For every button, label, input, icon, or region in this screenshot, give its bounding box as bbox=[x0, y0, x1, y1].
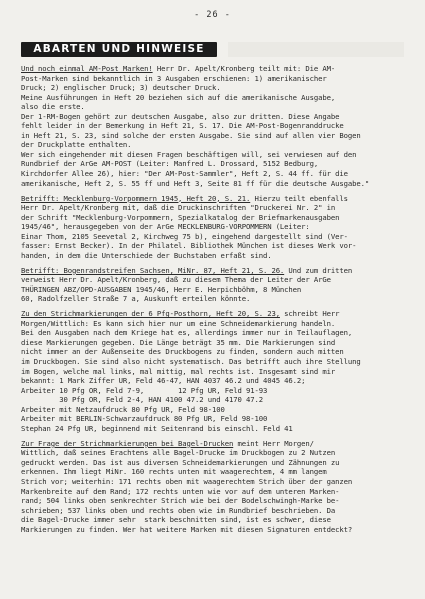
text-line: Zu den Strichmarkierungen der 6 Pfg-Posthorn, Heft 20, S. 23, schreibt Herr bbox=[21, 309, 340, 319]
text-line: Markierungen zu finden. Wer hat weitere Marken mit diesen Signaturen entdeckt? bbox=[21, 524, 353, 534]
text-line: Rundbrief der ArGe AM-POST (Leiter: Manfred L. Drossard, 5152 Bedburg, bbox=[21, 159, 319, 169]
text-line: bekannt: 1 Mark Ziffer UR, Feld 46-47, HAN 4037 46.2 und 4045 46.2; bbox=[21, 376, 306, 386]
paragraph-heading: Betrifft: Mecklenburg-Vorpommern 1945, Heft 20, S. 21. bbox=[21, 193, 251, 203]
text-line: 1945/46", herausgegeben von der ArGe MECKLENBURG-VORPOMMERN (Leiter: bbox=[21, 222, 310, 232]
text-line: fehlt leider in der Bemerkung in Heft 21, S. 17. Die AM-Post-Bogenranddrucke bbox=[21, 121, 344, 131]
text-line: Arbeiter mit BERLIN-Schwarzaufdruck 80 Pfg UR, Feld 98-100 bbox=[21, 414, 268, 424]
paragraph-sachsen bbox=[21, 266, 413, 304]
text-line: der Druckplatte enthalten. bbox=[21, 140, 132, 150]
text-line: Wer sich eingehender mit diesen Fragen beschäftigen will, sei verwiesen auf den bbox=[21, 149, 357, 159]
text-line: der Schrift "Mecklenburg-Vorpommern, Spezialkatalog der Briefmarkenausgaben bbox=[21, 212, 340, 222]
text-line: Stephan 24 Pfg UR, beginnend mit Seitenrand bis einschl. Feld 41 bbox=[21, 423, 293, 433]
text-line: 60, Radolfzeller Straße 7 a, Auskunft erteilen könnte. bbox=[21, 294, 251, 304]
text-line: Strich vor; weiterhin: 171 rechts oben mit waagerechtem Strich über der ganzen bbox=[21, 476, 353, 486]
text-line: handen, in dem die Unterschiede der Buchstaben erfaßt sind. bbox=[21, 250, 272, 260]
text-line: Bei den Ausgaben nach dem Kriege hat es, allerdings immer nur in Teilauflagen, bbox=[21, 328, 353, 338]
text-line: Betrifft: Mecklenburg-Vorpommern 1945, Heft 20, S. 21. Hierzu teilt ebenfalls bbox=[21, 193, 348, 203]
text-line: Und noch einmal AM-Post Marken! Herr Dr. Apelt/Kronberg teilt mit: Die AM- bbox=[21, 64, 336, 73]
text-line: schrieben; 537 links oben und rechts oben wie im Rundbrief beschrieben. Da bbox=[21, 505, 336, 515]
page-number: - 26 - bbox=[194, 10, 231, 20]
paragraph-am-post bbox=[21, 64, 413, 188]
paragraph-mecklenburg bbox=[21, 194, 413, 261]
paragraph-heading: Zu den Strichmarkierungen der 6 Pfg-Posthorn, Heft 20, S. 23, bbox=[21, 309, 280, 319]
paragraph-bagel-drucke bbox=[21, 439, 413, 534]
text-line: Druck; 2) englischer Druck; 3) deutscher Druck. bbox=[21, 83, 221, 93]
paragraph-heading: Betrifft: Bogenrandstreifen Sachsen, MiNr. 87, Heft 21, S. 26. bbox=[21, 265, 285, 275]
text-line: Kirchdorfer Allee 26), hier: "Der AM-Post-Sammler", Heft 2, S. 44 ff. für die bbox=[21, 169, 348, 179]
text-line: 30 Pfg OR, Feld 2-4, HAN 4100 47.2 und 4170 47.2 bbox=[21, 395, 263, 405]
text-line: erkennen. Ihm liegt MiNr. 160 rechts unten mit waagerechtem, 4 mm langem bbox=[21, 467, 327, 477]
text-line: Wittlich, daß seines Erachtens alle Bagel-Drucke im Druckbogen zu 2 Nutzen bbox=[21, 448, 336, 458]
text-line: diese Markierungen gegeben. Die Länge beträgt 35 mm. Die Markierungen sind bbox=[21, 337, 336, 347]
paragraph-heading: Und noch einmal AM-Post Marken! bbox=[21, 64, 153, 73]
text-line: verweist Herr Dr. Apelt/Kronberg, daß zu diesem Thema der Leiter der ArGe bbox=[21, 275, 331, 285]
text-line: Arbeiter 10 Pfg OR, Feld 7-9, 12 Pfg UR, Feld 91-93 bbox=[21, 385, 268, 395]
text-line: Morgen/Wittlich: Es kann sich hier nur um eine Schneidemarkierung handeln. bbox=[21, 318, 336, 328]
text-line: also die erste. bbox=[21, 102, 85, 112]
text-line: in Heft 21, S. 23, sind solche der ersten Ausgabe. Sie sind auf allen vier Bogen bbox=[21, 130, 361, 140]
text-line: Einar Thom, 2105 Seevetal 2, Kirchweg 75 b), eingehend dargestellt sind (Ver- bbox=[21, 231, 348, 241]
text-line: THÜRINGEN ABZ/OPD-AUSGABEN 1945/46, Herr E. Herpichböhm, 8 München bbox=[21, 284, 302, 294]
text-line: rand; 504 links oben senkrechter Strich wie bei der Bodelschwingh-Marke be- bbox=[21, 496, 340, 506]
text-line: gedruckt werden. Das ist aus diversen Schneidemarkierungen und Zähnungen zu bbox=[21, 457, 340, 467]
section-title-banner: ABARTEN UND HINWEISE bbox=[21, 42, 217, 57]
text-line: fasser: Ernst Becker). In der Philatel. Bibliothek München ist dieses Werk vor- bbox=[21, 241, 357, 251]
text-line: amerikanische, Heft 2, S. 55 ff und Heft 3, Seite 81 ff für die deutsche Ausgabe." bbox=[21, 178, 370, 188]
text-line: im Druckbogen. Sie sind also nicht systematisch. Das betrifft auch ihre Stellung bbox=[21, 357, 361, 367]
text-line: Zur Frage der Strichmarkierungen bei Bagel-Drucken meint Herr Morgen/ bbox=[21, 438, 314, 448]
text-line: im Bogen, welche mal links, mal mittig, mal rechts ist. Insgesamt sind mir bbox=[21, 366, 336, 376]
text-line: Meine Ausführungen in Heft 20 beziehen sich auf die amerikanische Ausgabe, bbox=[21, 92, 336, 102]
text-line: Herr Dr. Apelt/Kronberg mit, daß die Druckinschriften "Druckerei Nr. 2" in bbox=[21, 203, 336, 213]
text-line: Markenbreite auf dem Rand; 172 rechts unten wie vor auf dem unteren Marken- bbox=[21, 486, 340, 496]
text-line: Betrifft: Bogenrandstreifen Sachsen, MiNr. 87, Heft 21, S. 26. Und zum dritten bbox=[21, 265, 353, 275]
text-line: Post-Marken sind bekanntlich in 3 Ausgaben erschienen: 1) amerikanischer bbox=[21, 73, 327, 83]
article-body bbox=[21, 64, 413, 540]
text-line: Arbeiter mit Netzaufdruck 80 Pfg UR, Feld 98-100 bbox=[21, 404, 225, 414]
text-line: Der 1-RM-Bogen gehört zur deutschen Ausgabe, also zur dritten. Diese Angabe bbox=[21, 111, 340, 121]
paragraph-posthorn bbox=[21, 309, 413, 433]
paragraph-heading: Zur Frage der Strichmarkierungen bei Bagel-Drucken bbox=[21, 438, 234, 448]
text-line: nicht immer an der Außenseite des Druckbogens zu finden, sondern auch mitten bbox=[21, 347, 344, 357]
show-through-mark bbox=[228, 42, 404, 57]
text-line: die Bagel-Drucke immer sehr stark beschnitten sind, ist es schwer, diese bbox=[21, 515, 331, 525]
